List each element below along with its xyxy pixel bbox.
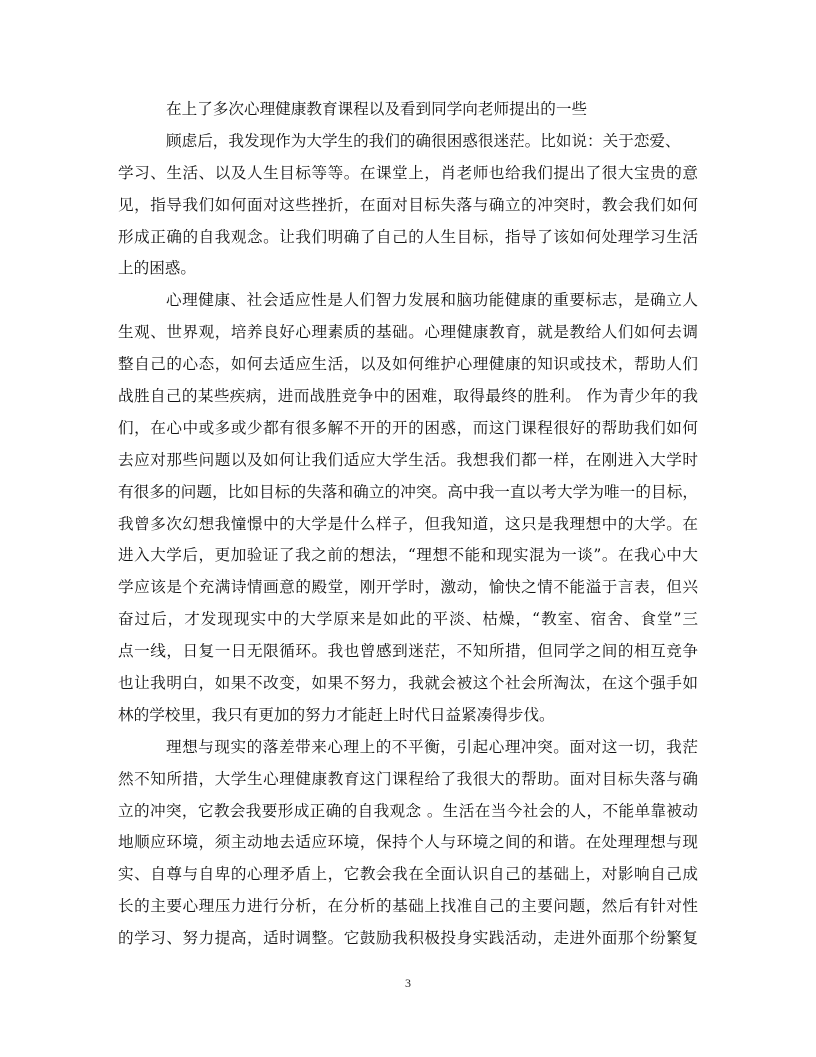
text-line: 有很多的问题，比如目标的失落和确立的冲突。高中我一直以考大学为唯一的目标， [118, 482, 698, 501]
text-line: 上的困惑。 [118, 259, 196, 278]
text-line: 生观、世界观，培养良好心理素质的基础。心理健康教育，就是教给人们如何去调 [118, 323, 698, 342]
text-line: 立的冲突，它教会我要形成正确的自我观念 。生活在当今社会的人，不能单靠被动 [118, 801, 698, 820]
text-line: 的学习、努力提高，适时调整。它鼓励我积极投身实践活动，走进外面那个纷繁复 [118, 929, 698, 948]
text-line: 战胜自己的某些疾病，进而战胜竞争中的困难，取得最终的胜利。 作为青少年的我 [118, 387, 698, 406]
text-line: 然不知所措，大学生心理健康教育这门课程给了我很大的帮助。面对目标失落与确 [118, 769, 698, 788]
text-line: 我曾多次幻想我憧憬中的大学是什么样子，但我知道，这只是我理想中的大学。在 [118, 514, 698, 533]
body-text [118, 94, 698, 955]
text-line: 地顺应环境，须主动地去适应环境，保持个人与环境之间的和谐。在处理理想与现 [118, 833, 698, 852]
text-line: 们，在心中或多或少都有很多解不开的开的困惑，而这门课程很好的帮助我们如何 [118, 418, 698, 437]
page-number: 3 [405, 976, 411, 990]
text-line: 见，指导我们如何面对这些挫折，在面对目标失落与确立的冲突时，教会我们如何 [118, 195, 698, 214]
text-line: 实、自尊与自卑的心理矛盾上，它教会我在全面认识自己的基础上，对影响自己成 [118, 865, 698, 884]
text-line: 理想与现实的落差带来心理上的不平衡，引起心理冲突。面对这一切，我茫 [166, 737, 698, 756]
text-line: 去应对那些问题以及如何让我们适应大学生活。我想我们都一样，在刚进入大学时 [118, 450, 698, 469]
text-line: 学习、生活、以及人生目标等等。在课堂上，肖老师也给我们提出了很大宝贵的意 [118, 163, 698, 182]
text-line: 长的主要心理压力进行分析，在分析的基础上找准自己的主要问题，然后有针对性 [118, 897, 698, 916]
text-line: 学应该是个充满诗情画意的殿堂，刚开学时，激动，愉快之情不能溢于言表，但兴 [118, 578, 698, 597]
text-line: 顾虑后，我发现作为大学生的我们的确很困惑很迷茫。比如说：关于恋爱、 [166, 131, 681, 150]
text-line: 奋过后，才发现现实中的大学原来是如此的平淡、枯燥，“教室、宿舍、食堂”三 [118, 610, 698, 629]
text-line: 也让我明白，如果不改变，如果不努力，我就会被这个社会所淘汰，在这个强手如 [118, 674, 698, 693]
text-line: 林的学校里，我只有更加的努力才能赶上时代日益紧凑得步伐。 [118, 705, 555, 724]
text-line: 点一线，日复一日无限循环。我也曾感到迷茫，不知所措，但同学之间的相互竞争 [118, 642, 698, 661]
text-line: 心理健康、社会适应性是人们智力发展和脑功能健康的重要标志，是确立人 [166, 291, 698, 310]
text-line: 在上了多次心理健康教育课程以及看到同学向老师提出的一些 [166, 100, 588, 118]
text-line: 进入大学后，更加验证了我之前的想法，“理想不能和现实混为一谈”。在我心中大 [118, 546, 698, 565]
text-line: 整自己的心态，如何去适应生活，以及如何维护心理健康的知识或技术，帮助人们 [118, 355, 698, 374]
text-line: 形成正确的自我观念。让我们明确了自己的人生目标，指导了该如何处理学习生活 [118, 227, 698, 246]
